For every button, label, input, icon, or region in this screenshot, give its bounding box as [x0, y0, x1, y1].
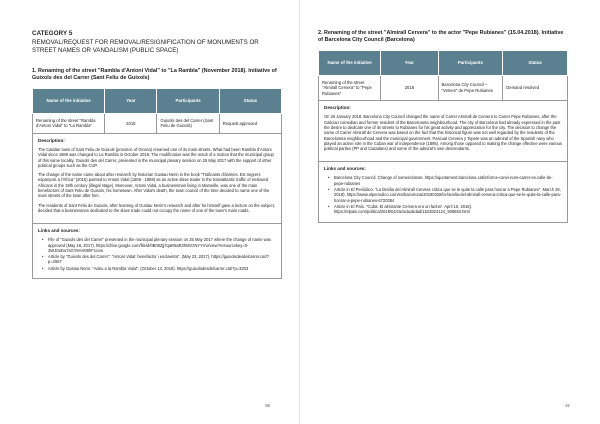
- list-item[interactable]: • Article by "Guixols des del Carrer": "Antoni Vidal: benefactor i esclavista". (May 23, 2017). https://guixolsdesdelcarrer.cat/?p=2567: [48, 254, 276, 265]
- case-2-table: [318, 50, 568, 102]
- category-title: CATEGORY 5: [32, 30, 73, 37]
- cell-participants: Guixols des del Carrer (Sant Feliu de Guixols): [157, 113, 219, 133]
- list-item[interactable]: • Article in El País. "Cuba: El almirante Cervera era un facha". April 16, 2018). https://elpais.com/politica/2018/04/15/actualidad/1523824124_906953.html: [334, 204, 562, 215]
- links-list: [38, 237, 276, 271]
- list-item[interactable]: • Barcelona City Council. Change of nomenclature. https://ajuntament.barcelona.cat/informe-canvi-nom-carrer-es.calle-de-pepe-rubianes: [334, 175, 562, 186]
- list-item[interactable]: • Article in El Periódico. "La familia del Almirall Cervera critica que se le quite la calle para honrar a Pepe Rubianes". March 28, 2018). https://www.elperiodico.com/es/barcelona/20180328/la-familia-del-almirall-cervera-critica-que-se-le-quite-la-calle-para-honrar-a-pepe-rubianes-6720384: [334, 187, 562, 203]
- header-participants: Participants: [157, 88, 219, 113]
- description-label: Description:: [38, 137, 65, 143]
- cell-status: Demand resolved: [503, 75, 568, 101]
- cell-name: Renaming of the street "Almirall Cervera" to "Pepe Rubianes": [319, 75, 381, 101]
- header-status: Status: [219, 88, 281, 113]
- description-label: Description:: [324, 105, 351, 111]
- category-subtitle: REMOVAL/REQUEST FOR REMOVAL/RESIGNIFICATION OF MONUMENTS OR STREET NAMES OR VANDALISM (PUBLIC SPACE): [32, 39, 259, 54]
- header-participants: Participants: [438, 50, 503, 75]
- cell-participants: Barcelona City Council – "Veïnes" de Pepe Rubianes: [438, 75, 503, 101]
- description-paragraph: The residents of Sant Feliu de Guixols, after learning of Gustau Nerin's research and after he himself gave a lecture on the subject, decided that a businessman dedicated to the slave trade could not occupy the name of one of the town's main roads.: [38, 202, 275, 213]
- list-item[interactable]: • File of "Guixols des del Carrer" presented in the municipal plenary session on 25 May 2017 where the change of name was approved (May 18, 2017). https://drive.google.com/file/d/0B08Zjj7qaR5aR2hMVzNYYVU/view?resourcekey=0-3WJ0xEw7sGY9AH09hF1cvw: [48, 237, 276, 253]
- list-item[interactable]: • Article by Gustau Nerin. "Adeu a la Rambla Vidal". (October 13, 2018). https://guixolsdesdelcarrer.cat/?p=3203: [48, 266, 276, 271]
- page-number: 61: [565, 403, 570, 408]
- right-page: [300, 0, 600, 424]
- table-header-row: [319, 50, 568, 75]
- description-paragraph: The change of the name came about after research by historian Gustau Nerin in the book "Traficants d'ànimes. Els negrers espanyols a l'Àfrica" (2015) pointed to Antoni Vidal (1806 - 1888) as an active slave trader in the transatlantic traffic of enslaved Africans in the 19th century (illegal stage). Moreover, Antoni Vidal, a businessman living in Marseille, was one of the main benefactors of Sant Feliu de Guixols, his hometown. After Vidal's death, the town council of the time decided to name one of the main streets of the town after him.: [38, 172, 270, 199]
- case-2-description-box: [318, 101, 568, 162]
- case-1-description-box: [32, 134, 282, 224]
- cell-year: 2018: [381, 75, 438, 101]
- cell-year: 2018: [105, 113, 157, 133]
- table-header-row: [33, 88, 282, 113]
- table-row: [319, 75, 568, 101]
- links-list: [324, 175, 562, 214]
- case-1-table: [32, 88, 282, 134]
- page-number: 60: [265, 403, 270, 408]
- table-row: [33, 113, 282, 133]
- case-1-links-box: [32, 224, 282, 279]
- links-label: Links and sources:: [324, 166, 366, 172]
- description-paragraph: On 26 January 2018, Barcelona City Council changed the name of Carrer Almirall de Cervera to Carrer Pepe Rubianes, after the Galician comedian and former resident of the Barceloneta neighbourhood. The city of Barcelona had already expressed in the past the desire to dedicate one of its streets to Rubianes for his great activity and appreciation for the city. The decision to change the name of Carrer Almirall de Cervera was based on the fact that this historical figure was not well regarded by the residents of the Barceloneta neighbourhood and the municipal government. Pascual Cervera y Topete was an admiral of the Spanish navy who played an active role in the Cuban war of independence (1895). Among those opposed to making the change effective were various political parties (PP and Ciutadans) and some of the admiral's own descendants.: [324, 114, 562, 152]
- case-1-title: 1. Renaming of the street "Rambla d'Antoni Vidal" to "La Rambla" (November 2018). Initiative of Guixols des del Carrer (Sant Feliu de Guixols): [32, 68, 277, 81]
- description-paragraph: The Catalan town of Sant Feliu de Guixols (province of Girona) renamed one of its main streets. What had been Rambla d'Antoni Vidal since 1889 was changed to La Rambla in October 2018. The modification was the result of a motion that the municipal group of this same locality, Guixols des del Carrer, presented in the municipal plenary session on 25 May 2017 with the support of other political groups such as the CUP.: [38, 146, 274, 168]
- case-2-title: 2. Renaming of the street "Almirall Cervera" to the actor "Pepe Rubianes" (15.04.2018). Initiative of Barcelona City Council (Barcelona): [318, 30, 564, 43]
- header-name: Name of the initiative: [33, 88, 105, 113]
- cell-status: Request approved: [219, 113, 281, 133]
- case-2-links-box: [318, 162, 568, 222]
- header-year: Year: [105, 88, 157, 113]
- header-status: Status: [503, 50, 568, 75]
- links-label: Links and sources:: [38, 228, 80, 234]
- header-name: Name of the initiative: [319, 50, 381, 75]
- header-year: Year: [381, 50, 438, 75]
- cell-name: Renaming of the street "Rambla d'Antoni Vidal" to "La Rambla": [33, 113, 105, 133]
